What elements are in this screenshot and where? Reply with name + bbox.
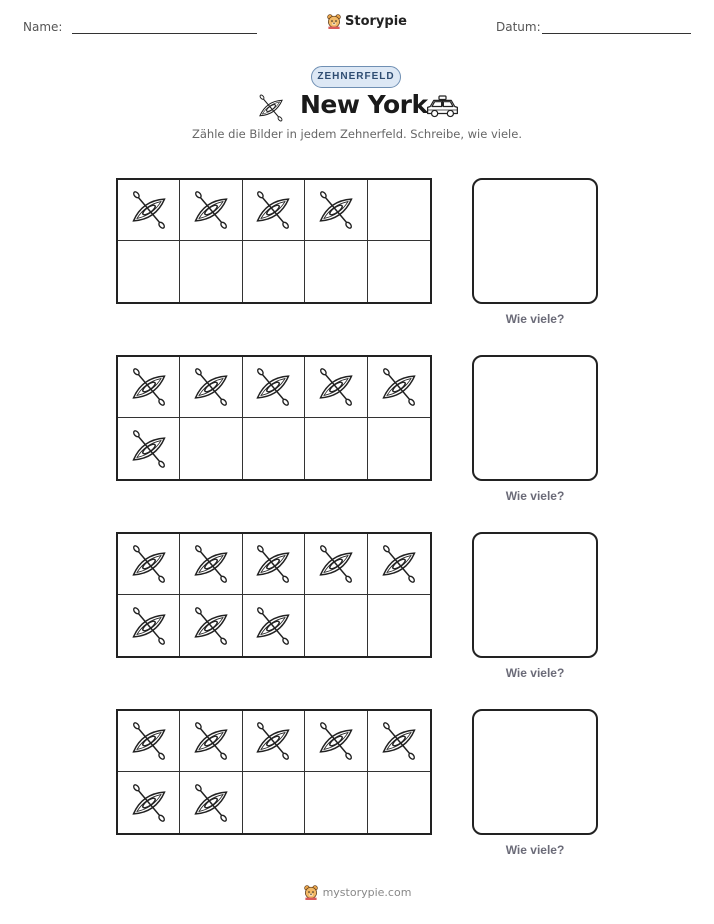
kayak-icon: [190, 720, 232, 762]
frame-cell: [180, 595, 242, 656]
kayak-icon: [252, 366, 294, 408]
worksheet-type-badge: ZEHNERFELD: [311, 66, 401, 88]
footer: [0, 884, 714, 900]
frame-cell: [368, 595, 430, 656]
frame-cell: [118, 534, 180, 595]
kayak-icon: [128, 543, 170, 585]
kayak-icon: [128, 366, 170, 408]
frame-cell: [305, 418, 367, 479]
frame-cell: [243, 711, 305, 772]
kayak-icon: [378, 543, 420, 585]
frame-cell: [368, 418, 430, 479]
ten-frame-2: [116, 355, 432, 481]
frame-cell: [243, 180, 305, 241]
date-line[interactable]: [542, 33, 691, 34]
frame-cell: [118, 711, 180, 772]
kayak-icon: [190, 543, 232, 585]
kayak-icon: [252, 189, 294, 231]
kayak-icon: [315, 366, 357, 408]
frame-cell: [368, 180, 430, 241]
kayak-icon: [190, 189, 232, 231]
kayak-icon: [252, 543, 294, 585]
frame-cell: [118, 180, 180, 241]
storypie-mascot-icon: [303, 884, 319, 900]
kayak-icon: [252, 720, 294, 762]
frame-cell: [180, 180, 242, 241]
frame-cell: [305, 241, 367, 302]
instructions: Zähle die Bilder in jedem Zehnerfeld. Schreibe, wie viele.: [192, 127, 522, 141]
brand-logo: [326, 13, 407, 29]
answer-box-4[interactable]: [472, 709, 598, 835]
frame-cell: [180, 418, 242, 479]
frame-cell: [118, 357, 180, 418]
frame-cell: [243, 772, 305, 833]
name-line[interactable]: [72, 33, 257, 34]
answer-label-4: Wie viele?: [505, 843, 565, 857]
kayak-icon: [190, 366, 232, 408]
kayak-icon: [128, 605, 170, 647]
answer-box-3[interactable]: [472, 532, 598, 658]
worksheet-header: [0, 0, 714, 50]
frame-cell: [180, 772, 242, 833]
frame-cell: [368, 241, 430, 302]
frame-cell: [368, 534, 430, 595]
kayak-icon: [190, 782, 232, 824]
kayak-icon: [378, 366, 420, 408]
answer-label-2: Wie viele?: [505, 489, 565, 503]
frame-cell: [118, 241, 180, 302]
frame-cell: [305, 357, 367, 418]
frame-cell: [243, 357, 305, 418]
kayak-icon: [315, 189, 357, 231]
kayak-icon: [128, 782, 170, 824]
frame-cell: [305, 772, 367, 833]
kayak-icon: [252, 605, 294, 647]
date-label: Datum:: [496, 20, 541, 34]
frame-cell: [180, 357, 242, 418]
ten-frame-4: [116, 709, 432, 835]
frame-cell: [368, 711, 430, 772]
frame-cell: [243, 595, 305, 656]
kayak-icon: [128, 720, 170, 762]
answer-box-1[interactable]: [472, 178, 598, 304]
name-label: Name:: [23, 20, 63, 34]
kayak-icon: [315, 543, 357, 585]
ten-frame-3: [116, 532, 432, 658]
frame-cell: [243, 534, 305, 595]
frame-cell: [368, 772, 430, 833]
frame-cell: [305, 595, 367, 656]
frame-cell: [305, 534, 367, 595]
storypie-mascot-icon: [326, 13, 342, 29]
ten-frame-1: [116, 178, 432, 304]
kayak-icon: [128, 428, 170, 470]
title-row: [0, 90, 714, 126]
taxi-icon: [425, 93, 460, 120]
kayak-icon: [190, 605, 232, 647]
frame-cell: [118, 595, 180, 656]
frame-cell: [368, 357, 430, 418]
answer-label-1: Wie viele?: [505, 312, 565, 326]
frame-cell: [243, 418, 305, 479]
answer-label-3: Wie viele?: [505, 666, 565, 680]
frame-cell: [180, 711, 242, 772]
frame-cell: [180, 534, 242, 595]
frame-cell: [180, 241, 242, 302]
frame-cell: [118, 418, 180, 479]
frame-cell: [305, 711, 367, 772]
page-title: New York: [300, 90, 428, 119]
brand-name: Storypie: [345, 13, 407, 29]
kayak-icon: [256, 93, 286, 123]
kayak-icon: [128, 189, 170, 231]
answer-box-2[interactable]: [472, 355, 598, 481]
frame-cell: [243, 241, 305, 302]
kayak-icon: [378, 720, 420, 762]
kayak-icon: [315, 720, 357, 762]
footer-url[interactable]: mystorypie.com: [322, 885, 412, 899]
frame-cell: [118, 772, 180, 833]
frame-cell: [305, 180, 367, 241]
